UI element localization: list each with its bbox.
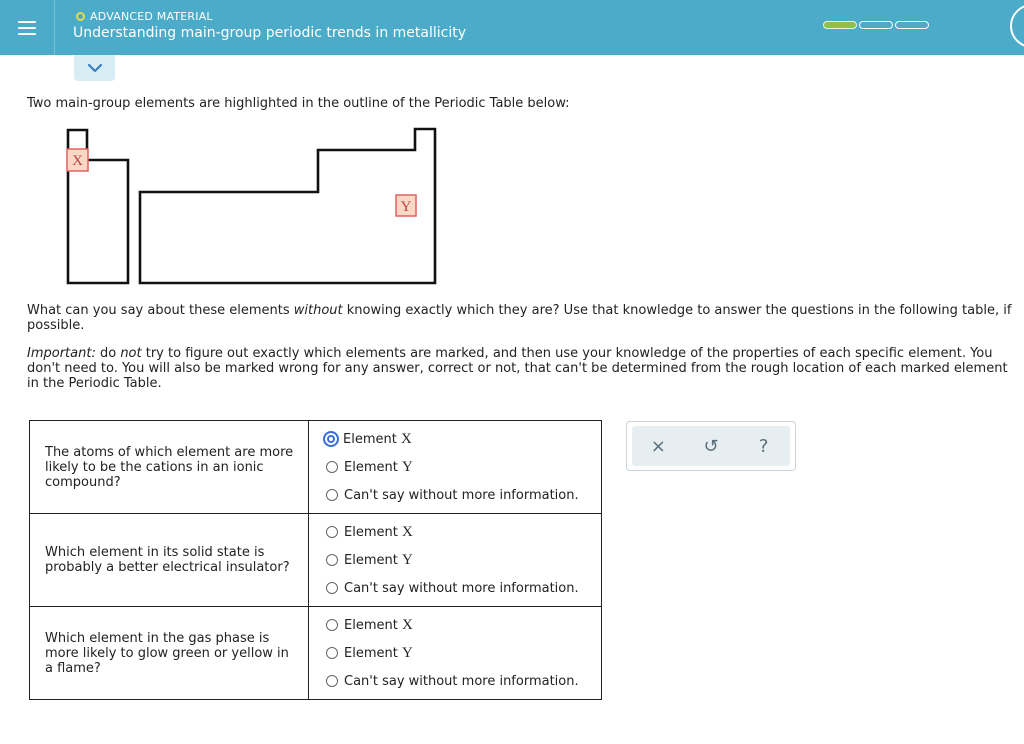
menu-button[interactable] <box>0 0 54 55</box>
progress-bar <box>823 21 929 29</box>
radio-button[interactable] <box>326 526 338 538</box>
status-circle-icon <box>76 12 85 21</box>
option-element-x[interactable]: Element X <box>323 425 601 453</box>
option-cant-say[interactable]: Can't say without more information. <box>323 481 601 509</box>
answer-options <box>309 514 602 607</box>
radio-button[interactable] <box>326 489 338 501</box>
help-icon: ? <box>758 435 769 457</box>
tools-bar <box>632 426 790 466</box>
instructions-paragraph: What can you say about these elements without knowing exactly which they are? Use that knowledge to answer the questions in the following table, if possible. <box>27 303 1012 333</box>
question-text: The atoms of which element are more likely to be the cations in an ionic compound? <box>30 421 309 514</box>
help-button[interactable] <box>752 434 776 458</box>
radio-button[interactable] <box>326 619 338 631</box>
element-y-label: Y <box>400 199 412 215</box>
answer-options <box>309 421 602 514</box>
clear-button[interactable] <box>646 434 670 458</box>
account-button[interactable] <box>1010 4 1024 48</box>
option-element-y[interactable]: Element Y <box>323 639 601 667</box>
radio-button[interactable] <box>326 582 338 594</box>
table-row <box>30 514 602 607</box>
table-row <box>30 421 602 514</box>
progress-segment <box>895 21 929 29</box>
collapse-toggle[interactable] <box>74 55 115 81</box>
radio-button[interactable] <box>326 461 338 473</box>
option-element-x[interactable]: Element X <box>323 518 601 546</box>
element-x-label: X <box>72 153 83 169</box>
answer-options <box>309 607 602 700</box>
radio-button[interactable] <box>326 647 338 659</box>
header-bar <box>0 0 1024 55</box>
option-element-y[interactable]: Element Y <box>323 546 601 574</box>
undo-icon: ↺ <box>703 435 719 457</box>
option-cant-say[interactable]: Can't say without more information. <box>323 574 601 602</box>
radio-button[interactable] <box>326 554 338 566</box>
option-cant-say[interactable]: Can't say without more information. <box>323 667 601 695</box>
radio-button[interactable] <box>326 675 338 687</box>
table-row <box>30 607 602 700</box>
undo-button[interactable] <box>699 434 723 458</box>
option-element-y[interactable]: Element Y <box>323 453 601 481</box>
answer-tools-panel <box>626 421 796 471</box>
hamburger-icon <box>18 21 36 35</box>
category-text: ADVANCED MATERIAL <box>90 9 213 23</box>
question-table <box>29 420 602 700</box>
periodic-table-outline <box>60 120 450 290</box>
p-block-outline <box>140 129 435 283</box>
chevron-down-icon <box>87 63 103 73</box>
page-title: Understanding main-group periodic trends in metallicity <box>73 25 466 41</box>
category-label <box>76 8 213 24</box>
progress-segment <box>823 21 857 29</box>
intro-text: Two main-group elements are highlighted in the outline of the Periodic Table below: <box>27 96 570 111</box>
progress-segment <box>859 21 893 29</box>
question-text: Which element in the gas phase is more likely to glow green or yellow in a flame? <box>30 607 309 700</box>
header-divider <box>54 0 55 55</box>
close-icon: × <box>650 435 666 457</box>
radio-button[interactable] <box>323 431 339 447</box>
important-note: Important: do not try to figure out exactly which elements are marked, and then use your knowledge of the properties of each specific element. You don't need to. You will also be marked wrong for any answer, correct or not, that can't be determined from the rough location of each marked element in the Periodic Table. <box>27 346 1008 391</box>
option-element-x[interactable]: Element X <box>323 611 601 639</box>
question-text: Which element in its solid state is probably a better electrical insulator? <box>30 514 309 607</box>
